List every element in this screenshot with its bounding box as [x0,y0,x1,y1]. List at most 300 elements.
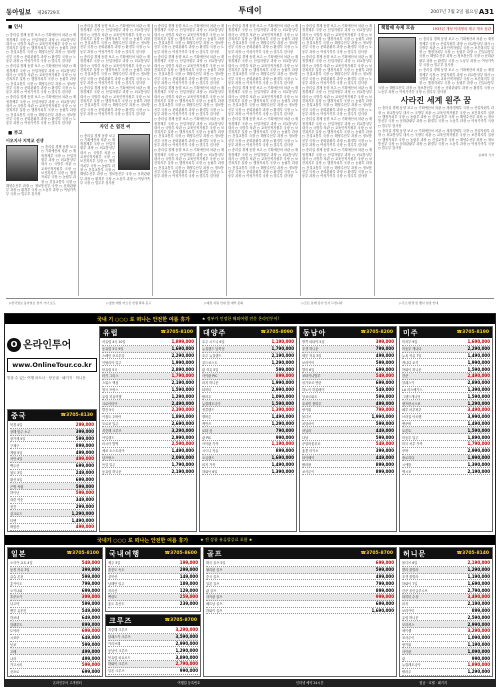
package-row[interactable] [10,580,100,587]
package-row[interactable] [102,461,194,468]
region-name: 미주 [403,327,419,337]
package-row[interactable] [202,441,294,448]
package-name: 벳부 유후인 [10,608,27,613]
package-row[interactable] [402,567,490,574]
package-row[interactable] [402,434,490,441]
package-name: 남프랑스 [102,455,115,460]
package-name: 북경 4일 [10,423,23,428]
travel-advertisement [4,313,496,687]
package-price: 899,000 [471,607,490,613]
package-price: 399,000 [75,429,94,435]
region-phone[interactable]: ☎3705-8100 [66,551,99,556]
package-list [8,559,102,677]
package-name: 미서부 9일 [402,340,418,345]
package-row[interactable] [102,468,194,475]
footnote: ▷창업 개업 어르신 선생 축하 문구 [106,301,152,305]
package-row[interactable] [10,456,94,463]
package-name: 중국 골프 [206,574,220,579]
package-row[interactable] [402,628,490,635]
package-name: 하노이 하롱베이 [302,387,325,392]
package-price: 449,000 [375,454,394,460]
package-row[interactable] [102,448,194,455]
package-row[interactable] [102,400,194,407]
package-row[interactable] [402,393,490,400]
package-row[interactable] [302,441,394,448]
package-row[interactable] [402,621,490,628]
package-row[interactable] [402,414,490,421]
package-name: 골드코스트 [202,360,218,365]
feature-title: 책할때 숙제 모음 [381,26,415,31]
package-name: 밴쿠버 [402,421,412,426]
package-row[interactable] [302,468,394,475]
package-row[interactable] [302,373,394,380]
region-phone[interactable]: ☎3705-8700 [164,618,197,623]
package-name: 쿠알라룸푸르 [302,442,321,447]
package-price: 2,990,000 [271,386,294,392]
package-row[interactable] [10,442,94,449]
package-price: 2,590,000 [171,441,194,447]
package-row[interactable] [402,353,490,360]
package-row[interactable] [108,654,198,661]
package-price: 599,000 [375,359,394,365]
package-name: 플로리다 [402,455,415,460]
package-price: 499,000 [375,573,394,579]
package-price: 699,000 [81,628,100,634]
package-row[interactable] [108,647,198,654]
package-price: 499,000 [375,352,394,358]
package-row[interactable] [202,427,294,434]
package-row[interactable] [206,601,394,608]
column-1 [6,24,76,296]
package-price: 549,000 [81,560,100,566]
package-row[interactable] [10,614,100,621]
package-row[interactable] [102,455,194,462]
package-price: 599,000 [75,490,94,496]
footnote: ▷한국일보 동아일보 선거 기사 보도 [9,301,56,305]
package-name: 발칸 5국 [102,408,115,413]
package-row[interactable] [108,567,198,574]
package-row[interactable] [402,601,490,608]
package-row[interactable] [10,594,100,601]
package-row[interactable] [108,574,198,581]
package-name: 앙코르와트 [302,394,318,399]
package-row[interactable] [302,353,394,360]
package-name: 몰디브 6일 [402,561,418,566]
package-price: 1,290,000 [171,393,194,399]
package-name: 그랜드캐니언 [402,394,421,399]
package-name: 퀸즐랜드 [202,408,215,413]
package-row[interactable] [10,621,100,628]
package-list [400,338,492,476]
package-row[interactable] [108,594,198,601]
package-price: 1,490,000 [467,420,490,426]
package-row[interactable] [402,346,490,353]
package-row[interactable] [302,455,394,462]
package-row[interactable] [302,407,394,414]
package-row[interactable] [302,366,394,373]
package-price: 699,000 [375,366,394,372]
package-row[interactable] [302,448,394,455]
package-name: 일본 골프 [206,581,220,586]
package-row[interactable] [402,635,490,642]
package-row[interactable] [10,476,94,483]
package-row[interactable] [202,414,294,421]
package-row[interactable] [10,560,100,567]
package-name: 마닐라 [302,428,312,433]
package-row[interactable] [102,339,194,346]
package-row[interactable] [102,434,194,441]
package-price: 1,990,000 [271,380,294,386]
package-row[interactable] [10,587,100,594]
logo-mark-icon: O [7,338,21,352]
package-row[interactable] [402,421,490,428]
package-row[interactable] [402,594,490,601]
package-price: 1,690,000 [467,339,490,345]
region-header [106,548,200,559]
package-name: 러시아 발틱 [102,442,119,447]
package-row[interactable] [402,648,490,655]
package-row[interactable] [206,608,394,615]
package-name: 동유럽 허니문 [102,469,122,474]
package-row[interactable] [402,669,490,676]
package-row[interactable] [402,468,490,475]
banner-headline: 국내기 ○○○ 로 떠나는 안전한 여름 휴가 [97,537,189,544]
package-row[interactable] [108,601,198,608]
package-row[interactable] [402,461,490,468]
package-row[interactable] [206,567,394,574]
region-phone[interactable]: ☎3705-8190 [456,330,489,335]
package-name: 서유럽 4국 10일 [102,340,126,345]
package-row[interactable] [302,393,394,400]
package-row[interactable] [202,448,294,455]
package-row[interactable] [10,510,94,517]
package-row[interactable] [10,635,100,642]
package-row[interactable] [202,366,294,373]
package-price: 1,190,000 [467,641,490,647]
region-name: 대양주 [203,327,227,337]
package-name: 푸켓 풀빌라 [402,574,419,579]
package-row[interactable] [10,655,100,662]
package-row[interactable] [202,434,294,441]
package-row[interactable] [102,359,194,366]
package-name: 모리셔스 [402,622,415,627]
package-price: 1,890,000 [467,662,490,668]
region-box [199,326,297,532]
package-row[interactable] [102,441,194,448]
package-row[interactable] [202,359,294,366]
package-row[interactable] [302,387,394,394]
brand-url[interactable]: www.OnlineTour.co.kr [7,358,97,372]
package-price: 699,000 [375,601,394,607]
package-row[interactable] [10,422,94,429]
package-row[interactable] [10,642,100,649]
package-row[interactable] [402,448,490,455]
package-row[interactable] [402,427,490,434]
package-row[interactable] [102,373,194,380]
package-price: 1,090,000 [467,648,490,654]
region-phone[interactable]: ☎3705-8600 [164,551,197,556]
package-row[interactable] [10,490,94,497]
package-price: 399,000 [81,567,100,573]
package-price: 3,890,000 [175,654,198,660]
region-phone[interactable]: ☎3705-8140 [456,551,489,556]
package-price: 990,000 [275,434,294,440]
package-name: 피지 가족 [202,462,216,467]
package-row[interactable] [10,497,94,504]
region-phone[interactable]: ☎3705-8200 [360,330,393,335]
package-row[interactable] [10,669,100,676]
package-name: 괌 [402,656,406,661]
package-name: 나고야 [10,602,20,607]
package-row[interactable] [102,414,194,421]
package-list [100,338,196,476]
region-phone[interactable]: ☎3705-8130 [60,413,93,418]
package-price: 499,000 [75,456,94,462]
package-row[interactable] [206,560,394,567]
package-row[interactable] [402,642,490,649]
package-name: 실크로드 [10,511,23,516]
package-row[interactable] [10,601,100,608]
region-name: 일본 [11,548,27,558]
footnote-row [6,298,494,312]
package-price: 399,000 [375,448,394,454]
brand-name: 온라인투어 [23,340,72,351]
package-name: 뉴질랜드 남북섬 [202,347,225,352]
package-row[interactable] [402,380,490,387]
package-price: 1,390,000 [467,461,490,467]
package-row[interactable] [108,668,198,675]
package-price: 1,590,000 [467,427,490,433]
package-price: 2,990,000 [171,434,194,440]
package-row[interactable] [102,366,194,373]
package-row[interactable] [206,574,394,581]
package-row[interactable] [402,580,490,587]
package-name: 황산 5일 [10,477,23,482]
package-row[interactable] [10,517,94,524]
package-row[interactable] [202,393,294,400]
package-name: LA 라스베가스 [402,387,423,392]
package-row[interactable] [402,366,490,373]
package-name: 지리산 [108,588,118,593]
package-name: 홍도 흑산도 [108,602,125,607]
package-price: 499,000 [81,655,100,661]
package-row[interactable] [10,429,94,436]
region-box [105,547,201,612]
package-price: 449,000 [375,427,394,433]
package-row[interactable] [402,387,490,394]
package-row[interactable] [102,380,194,387]
package-name: 사이판 골프 [206,595,223,600]
package-price: 599,000 [81,573,100,579]
package-row[interactable] [102,427,194,434]
package-row[interactable] [202,461,294,468]
package-price: 2,990,000 [467,448,490,454]
package-row[interactable] [10,628,100,635]
package-row[interactable] [10,567,100,574]
package-row[interactable] [102,421,194,428]
package-row[interactable] [302,427,394,434]
column-text: ○ 총리실 경제 동향 보고 ○ 기획예산처 차관 ○ 재정경제부 국장 ○ 산업자원부 과장 ○ 외교통상부 대사 ○ 국방부 차관 ○ 교육인적자원부 국장 ○ 보건복지부 실장 ○ 행정자치부 국장 ○ 농림부 과장 ○ 건설교통부 국장 ○ 해양수산부 과장 ○ 정보통신부 국장 ○ 문화관광부 과장 ○ 환경부 국장 ○ 노동부 과장 ○ 여성가족부 국장 ○ 법무부 검사장 [6,64,76,95]
package-row[interactable] [108,634,198,641]
package-price: 1,390,000 [467,386,490,392]
package-row[interactable] [202,400,294,407]
package-row[interactable] [402,359,490,366]
package-row[interactable] [402,373,490,380]
package-list [204,559,396,615]
package-price: 599,000 [375,420,394,426]
package-row[interactable] [302,414,394,421]
footer-item: 여행업 등록번호 [177,681,201,685]
package-row[interactable] [102,407,194,414]
package-row[interactable] [108,661,198,668]
package-row[interactable] [202,380,294,387]
package-row[interactable] [202,455,294,462]
package-price: 2,490,000 [467,373,490,379]
package-name: 가고시마 [10,663,23,668]
package-row[interactable] [402,608,490,615]
column-text: ○ 총리실 경제 동향 보고 ○ 기획예산처 차관 ○ 재정경제부 국장 ○ 산업자원부 과장 ○ 외교통상부 대사 ○ 국방부 차관 ○ 교육인적자원부 국장 ○ 보건복지부 실장 ○ 행정자치부 국장 ○ 농림부 과장 ○ 건설교통부 국장 ○ 해양수산부 과장 ○ 정보통신부 국장 ○ 문화관광부 과장 ○ 환경부 국장 ○ 노동부 과장 ○ 여성가족부 국장 ○ 법무부 검사장 [6,95,76,126]
page-number: A31 [478,8,494,16]
package-name: 푸켓 허니문 [302,347,319,352]
package-row[interactable] [402,662,490,669]
package-row[interactable] [402,455,490,462]
package-row[interactable] [402,441,490,448]
package-price: 3,290,000 [467,628,490,634]
package-row[interactable] [10,574,100,581]
package-price: 3,290,000 [175,627,198,633]
package-row[interactable] [202,387,294,394]
package-name: 치앙마이 [302,421,315,426]
package-row[interactable] [10,524,94,531]
package-price: 1,990,000 [467,359,490,365]
region-name: 국내여행 [109,548,141,558]
package-row[interactable] [206,594,394,601]
package-row[interactable] [402,407,490,414]
package-row[interactable] [10,504,94,511]
column-text: ○ 총리실 경제 동향 보고 ○ 기획예산처 차관 ○ 재정경제부 국장 ○ 산업자원부 과장 ○ 외교통상부 대사 ○ 국방부 차관 ○ 교육인적자원부 국장 ○ 보건복지부 실장 ○ 행정자치부 국장 ○ 농림부 과장 ○ 건설교통부 국장 ○ 해양수산부 과장 ○ 정보통신부 국장 ○ 문화관광부 과장 ○ 환경부 국장 ○ 노동부 과장 ○ 여성가족부 국장 ○ 법무부 검사장 [228,55,298,85]
package-row[interactable] [202,468,294,475]
package-row[interactable] [202,407,294,414]
package-name: 도야마 [10,629,20,634]
package-row[interactable] [202,346,294,353]
package-row[interactable] [10,436,94,443]
package-row[interactable] [302,434,394,441]
package-row[interactable] [302,461,394,468]
package-row[interactable] [302,359,394,366]
package-row[interactable] [102,353,194,360]
package-price: 3,290,000 [171,427,194,433]
package-row[interactable] [10,608,100,615]
package-row[interactable] [302,421,394,428]
package-price: 249,000 [75,469,94,475]
package-row[interactable] [108,641,198,648]
package-row[interactable] [402,400,490,407]
package-name: 청도 3일 [10,470,23,475]
package-name: 곤명 석림 [10,484,24,489]
package-row[interactable] [202,339,294,346]
package-name: 큐슈 온천 [10,574,24,579]
package-name: 괌 PIC [202,435,212,440]
package-row[interactable] [108,560,198,567]
package-price: 1,790,000 [271,346,294,352]
package-name: 이집트 두바이 [102,415,122,420]
package-name: 하와이 허니문 [402,367,422,372]
package-price: 1,290,000 [467,567,490,573]
footer-item: 인터넷 예약 24시간 [295,681,324,685]
package-row[interactable] [10,483,94,490]
package-row[interactable] [108,627,198,634]
package-row[interactable] [302,339,394,346]
package-row[interactable] [402,560,490,567]
region-header [204,548,396,559]
package-price: 2,590,000 [467,614,490,620]
ad-banner-mid [5,535,495,545]
package-row[interactable] [202,353,294,360]
package-row[interactable] [402,614,490,621]
package-row[interactable] [302,400,394,407]
column-divider [226,24,227,296]
package-price: 399,000 [375,339,394,345]
package-row[interactable] [10,463,94,470]
package-price: 499,000 [75,449,94,455]
package-name: 동남아 크루즈 [108,648,128,653]
package-row[interactable] [10,648,100,655]
package-row[interactable] [10,449,94,456]
package-price: 799,000 [375,346,394,352]
package-price: 2,190,000 [467,560,490,566]
package-row[interactable] [402,587,490,594]
package-price: 1,890,000 [467,434,490,440]
package-price: 2,790,000 [467,587,490,593]
package-row[interactable] [302,346,394,353]
feature-headline: 사라진 세계 원주 꿈 [400,95,472,106]
package-price: 1,290,000 [467,400,490,406]
package-name: 사이판 [402,649,412,654]
package-row[interactable] [206,580,394,587]
box-heading: 자인 은 엽전 씨 [80,122,150,130]
package-price: 1,690,000 [171,346,194,352]
package-row[interactable] [402,339,490,346]
package-row[interactable] [10,662,100,669]
portrait-photo [6,145,38,181]
package-row[interactable] [102,393,194,400]
issue-number: 제26729호 [37,11,61,16]
package-row[interactable] [102,346,194,353]
package-price: 899,000 [81,621,100,627]
package-row[interactable] [202,373,294,380]
region-phone[interactable]: ☎3705-8090 [260,330,293,335]
region-phone[interactable]: ☎3705-8700 [360,551,393,556]
package-row[interactable] [108,580,198,587]
package-price: 259,000 [179,594,198,600]
package-price: 2,790,000 [175,661,198,667]
package-row[interactable] [206,587,394,594]
package-row[interactable] [102,387,194,394]
package-name: 훗카이도 [10,581,23,586]
package-row[interactable] [302,380,394,387]
column-4 [228,24,298,296]
package-price: 599,000 [81,641,100,647]
region-phone[interactable]: ☎3705-8100 [160,330,193,335]
package-row[interactable] [402,574,490,581]
package-row[interactable] [202,421,294,428]
package-name: 보라카이 [402,608,415,613]
package-row[interactable] [402,655,490,662]
package-row[interactable] [108,587,198,594]
package-row[interactable] [10,470,94,477]
package-name: 후쿠오카 [10,595,23,600]
region-name: 크루즈 [109,615,133,625]
